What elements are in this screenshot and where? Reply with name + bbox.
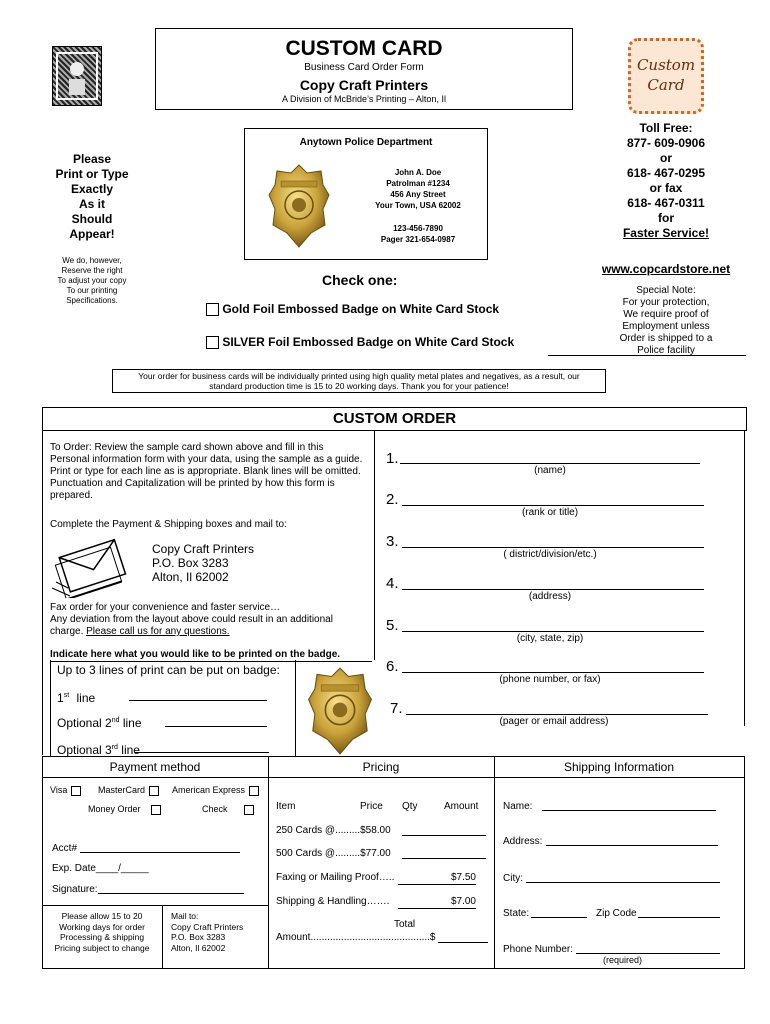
instruction-line: Exactly (70, 182, 114, 196)
processing-note-box (42, 905, 163, 969)
card-department: Anytown Police Department (299, 137, 433, 148)
page-subtitle: Business Card Order Form (304, 62, 424, 73)
reserve-line: Reserve the right (61, 266, 123, 275)
field-label: ( district/division/etc.) (503, 549, 597, 560)
pricing-title: Pricing (362, 760, 400, 774)
note-line: Employment unless (622, 321, 710, 332)
pricing-col-price: Price (360, 801, 383, 812)
ship-city-label: City: (503, 873, 523, 884)
badge-indicate-text: Indicate here what you would like to be printed on the badge. (50, 649, 341, 660)
instruction-text: Print or type for each line as is appropriate. Blank lines will be omitted. (50, 466, 361, 477)
amex-label: American Express (172, 785, 246, 795)
mail-to-line: Copy Craft Printers (171, 921, 244, 932)
badge-box-title: Up to 3 lines of print can be put on badge: (57, 663, 280, 677)
reserve-line: To adjust your copy (57, 276, 127, 285)
pricing-col-amount: Amount (444, 801, 479, 812)
instruction-line: Please (72, 152, 112, 166)
field-label: (city, state, zip) (516, 633, 584, 644)
ship-address-input[interactable] (546, 845, 718, 846)
company-name: Copy Craft Printers (299, 77, 429, 93)
fax-line (50, 626, 372, 638)
woodcut-illustration (52, 46, 102, 106)
or-fax-text: or fax (649, 181, 683, 195)
header-title-box (155, 28, 573, 110)
check-option[interactable] (202, 804, 254, 815)
shipping-amount-value: $7.00 (450, 896, 476, 907)
line2-sup: nd (111, 717, 120, 724)
field-number: 2. (386, 491, 399, 508)
visa-option[interactable] (50, 785, 81, 796)
order-mid-divider (374, 430, 375, 660)
gold-badge-icon (306, 666, 374, 756)
pricing-col-qty: Qty (402, 801, 418, 812)
line1-sup: st (63, 692, 70, 699)
silver-foil-option[interactable] (206, 335, 514, 349)
badge-line-1 (57, 689, 95, 705)
pricing-shipping-divider (494, 756, 495, 968)
field-label: (pager or email address) (499, 716, 609, 727)
field-number: 6. (386, 658, 399, 675)
note-line: We require proof of (623, 309, 709, 320)
gold-foil-option[interactable] (206, 302, 499, 316)
ship-address-label: Address: (503, 836, 543, 847)
faster-service-link[interactable]: Faster Service! (622, 226, 710, 240)
bottom-top-border (42, 756, 745, 757)
ship-zip-input[interactable] (638, 917, 720, 918)
reserve-line: To our printing (66, 286, 118, 295)
gold-foil-checkbox[interactable] (206, 303, 219, 316)
mail-to-box (162, 905, 269, 969)
fax-instructions (50, 602, 372, 638)
line3-label: line (121, 743, 140, 757)
ship-name-label: Name: (503, 801, 533, 812)
envelope-icon (50, 538, 134, 598)
instruction-line: Print or Type (55, 167, 129, 181)
production-notice (112, 369, 606, 393)
faxing-amount-value: $7.50 (450, 872, 476, 883)
allow-line: Please allow 15 to 20 (61, 911, 143, 921)
silver-foil-checkbox[interactable] (206, 336, 219, 349)
card-contact-block (353, 223, 483, 245)
instruction-text: To Order: Review the sample card shown above and fill in this (50, 442, 324, 453)
special-note (598, 285, 734, 357)
logo-line-2: Card (647, 76, 685, 94)
amount-row: Amount...........................................$ (276, 932, 436, 943)
acct-label: Acct# (52, 843, 78, 854)
note-line: Police facility (637, 345, 695, 356)
gold-badge-icon (267, 163, 331, 249)
mail-box: P.O. Box 3283 (152, 556, 229, 570)
logo-line-1: Custom (636, 56, 696, 74)
order-instructions (50, 442, 372, 502)
visa-checkbox[interactable] (71, 786, 81, 796)
ship-phone-label: Phone Number: (503, 944, 574, 955)
field-number: 3. (386, 533, 399, 550)
mail-to-line: P.O. Box 3283 (171, 932, 226, 942)
division-line: A Division of McBride’s Printing – Alton, Il (282, 94, 446, 104)
mastercard-option[interactable] (98, 785, 159, 796)
phone-input[interactable] (402, 672, 704, 673)
allow-line: Pricing subject to change (54, 942, 150, 953)
reserve-line: We do, however, (62, 256, 122, 265)
mastercard-checkbox[interactable] (149, 786, 159, 796)
amex-option[interactable] (172, 785, 259, 796)
instruction-text: Personal information form with your data, using the sample as a guide. (50, 454, 363, 465)
district-input[interactable] (402, 547, 704, 548)
field-label: (address) (528, 591, 572, 602)
shipping-amount (398, 896, 476, 909)
toll-free-number: 877- 609-0906 (626, 136, 706, 150)
check-one-title: Check one: (322, 272, 398, 288)
field-label: (rank or title) (521, 507, 579, 518)
line2-label: line (122, 716, 142, 730)
instruction-line: Appear! (69, 227, 115, 241)
instruction-text: Punctuation and Capitalization will be printed by how this form is (50, 478, 335, 489)
money-order-option[interactable] (88, 804, 161, 815)
ship-city-input[interactable] (526, 882, 720, 883)
allow-line: Processing & shipping (59, 932, 145, 942)
card-phone: 123-456-7890 (393, 224, 443, 233)
acct-input[interactable] (80, 852, 240, 853)
toll-free-label: Toll Free: (639, 121, 693, 135)
custom-order-title: CUSTOM ORDER (332, 410, 457, 427)
instruction-text: prepared. (50, 490, 93, 501)
fax-line-prefix: charge. (50, 626, 84, 637)
pager-email-input[interactable] (406, 714, 708, 715)
payment-title: Payment method (109, 760, 201, 774)
card-city: Your Town, USA 62002 (375, 201, 461, 210)
mail-to-line: Mail to: (171, 911, 199, 921)
mail-city: Alton, Il 62002 (152, 570, 229, 584)
card-rank: Patrolman #1234 (386, 179, 450, 188)
shipping-row: Shipping & Handling……. (276, 896, 390, 907)
page-title: CUSTOM CARD (285, 37, 443, 60)
reserve-note (40, 256, 144, 306)
card-pager: Pager 321-654-0987 (380, 235, 456, 244)
line3-sup: rd (111, 744, 118, 751)
row-250-cards: 250 Cards @.........$58.00 (276, 825, 391, 836)
field-number: 7. (390, 700, 403, 717)
field-number: 1. (386, 450, 399, 467)
mail-to-line: Alton, Il 62002 (171, 942, 226, 953)
badge-line-3 (57, 741, 140, 757)
fax-line: Any deviation from the layout above could result in an additional (50, 614, 333, 625)
sample-business-card (244, 128, 488, 260)
address-input[interactable] (402, 589, 704, 590)
faxing-amount (398, 872, 476, 885)
fax-line: Fax order for your convenience and faster service… (50, 602, 281, 613)
line3-pre: Optional 3 (57, 743, 112, 757)
field-label: (name) (534, 465, 566, 476)
card-street: 456 Any Street (390, 190, 446, 199)
ship-state-input[interactable] (531, 917, 587, 918)
total-label: Total (394, 919, 416, 930)
bottom-right-border (744, 756, 745, 968)
city-state-zip-input[interactable] (402, 631, 704, 632)
notice-line: Your order for business cards will be individually printed using high quality metal plates and negatives, as a result, our (138, 371, 580, 381)
note-line: Order is shipped to a (619, 333, 713, 344)
notice-line: standard production time is 15 to 20 working days. Thank you for your patience! (209, 381, 509, 391)
phone-number-2: 618- 467-0295 (626, 166, 706, 180)
mastercard-label: MasterCard (98, 785, 146, 795)
website-link[interactable]: www.copcardstore.net (601, 262, 731, 276)
ship-zip-label: Zip Code (596, 908, 637, 919)
badge-line-1-input[interactable] (129, 700, 267, 701)
qty-250-input[interactable] (402, 835, 486, 836)
order-left-border (42, 430, 43, 755)
qty-500-input[interactable] (402, 858, 486, 859)
custom-order-title-bar (42, 407, 747, 431)
gold-foil-label: Gold Foil Embossed Badge on White Card Stock (222, 302, 500, 316)
custom-card-logo (628, 38, 704, 114)
exp-date-field[interactable]: Exp. Date____/_____ (52, 863, 149, 874)
toll-free-block (598, 121, 734, 241)
money-order-checkbox[interactable] (151, 805, 161, 815)
note-line: For your protection, (622, 297, 710, 308)
field-label: (phone number, or fax) (499, 674, 601, 685)
complete-payment-text: Complete the Payment & Shipping boxes and mail to: (50, 519, 287, 530)
instruction-line: Should (71, 212, 113, 226)
pricing-col-item: Item (276, 801, 296, 812)
ship-state-label: State: (503, 908, 530, 919)
ship-phone-input[interactable] (576, 953, 720, 954)
signature-input[interactable] (98, 893, 244, 894)
visa-label: Visa (50, 785, 68, 795)
divider-line (548, 355, 746, 356)
field-number: 4. (386, 575, 399, 592)
signature-label: Signature: (52, 884, 98, 895)
order-right-border (744, 430, 745, 726)
check-checkbox[interactable] (244, 805, 254, 815)
allow-line: Working days for order (59, 921, 145, 932)
row-500-cards: 500 Cards @.........$77.00 (276, 848, 391, 859)
instruction-line: As it (78, 197, 105, 211)
header-row-divider (42, 777, 745, 778)
name-input[interactable] (400, 463, 700, 464)
shipping-title: Shipping Information (563, 760, 675, 774)
badge-line-2-input[interactable] (165, 726, 267, 727)
total-amount-input[interactable] (438, 942, 488, 943)
reserve-line: Specifications. (66, 296, 118, 305)
line1-num: 1 (57, 691, 64, 705)
line1-label: line (76, 691, 96, 705)
badge-line-2 (57, 714, 142, 730)
money-order-label: Money Order (88, 804, 141, 814)
note-line: Special Note: (636, 285, 696, 296)
fax-number: 618- 467-0311 (627, 196, 705, 210)
card-text-block (353, 167, 483, 211)
check-label: Check (202, 804, 228, 814)
ship-name-input[interactable] (542, 810, 716, 811)
phone-required-note: (required) (603, 955, 643, 965)
amex-checkbox[interactable] (249, 786, 259, 796)
card-name: John A. Doe (394, 168, 442, 177)
or-text: or (660, 151, 672, 165)
for-text: for (658, 211, 674, 225)
line2-pre: Optional 2 (57, 716, 112, 730)
faxing-row: Faxing or Mailing Proof….. (276, 872, 395, 883)
badge-print-box (50, 660, 296, 757)
mail-name: Copy Craft Printers (152, 542, 255, 556)
field-number: 5. (386, 617, 399, 634)
mailing-address (152, 542, 254, 584)
rank-input[interactable] (402, 505, 704, 506)
badge-line-3-input[interactable] (135, 752, 269, 753)
print-instruction (40, 152, 144, 242)
call-us-link[interactable]: Please call us for any questions. (86, 626, 230, 637)
silver-foil-label: SILVER Foil Embossed Badge on White Card Stock (222, 335, 515, 349)
